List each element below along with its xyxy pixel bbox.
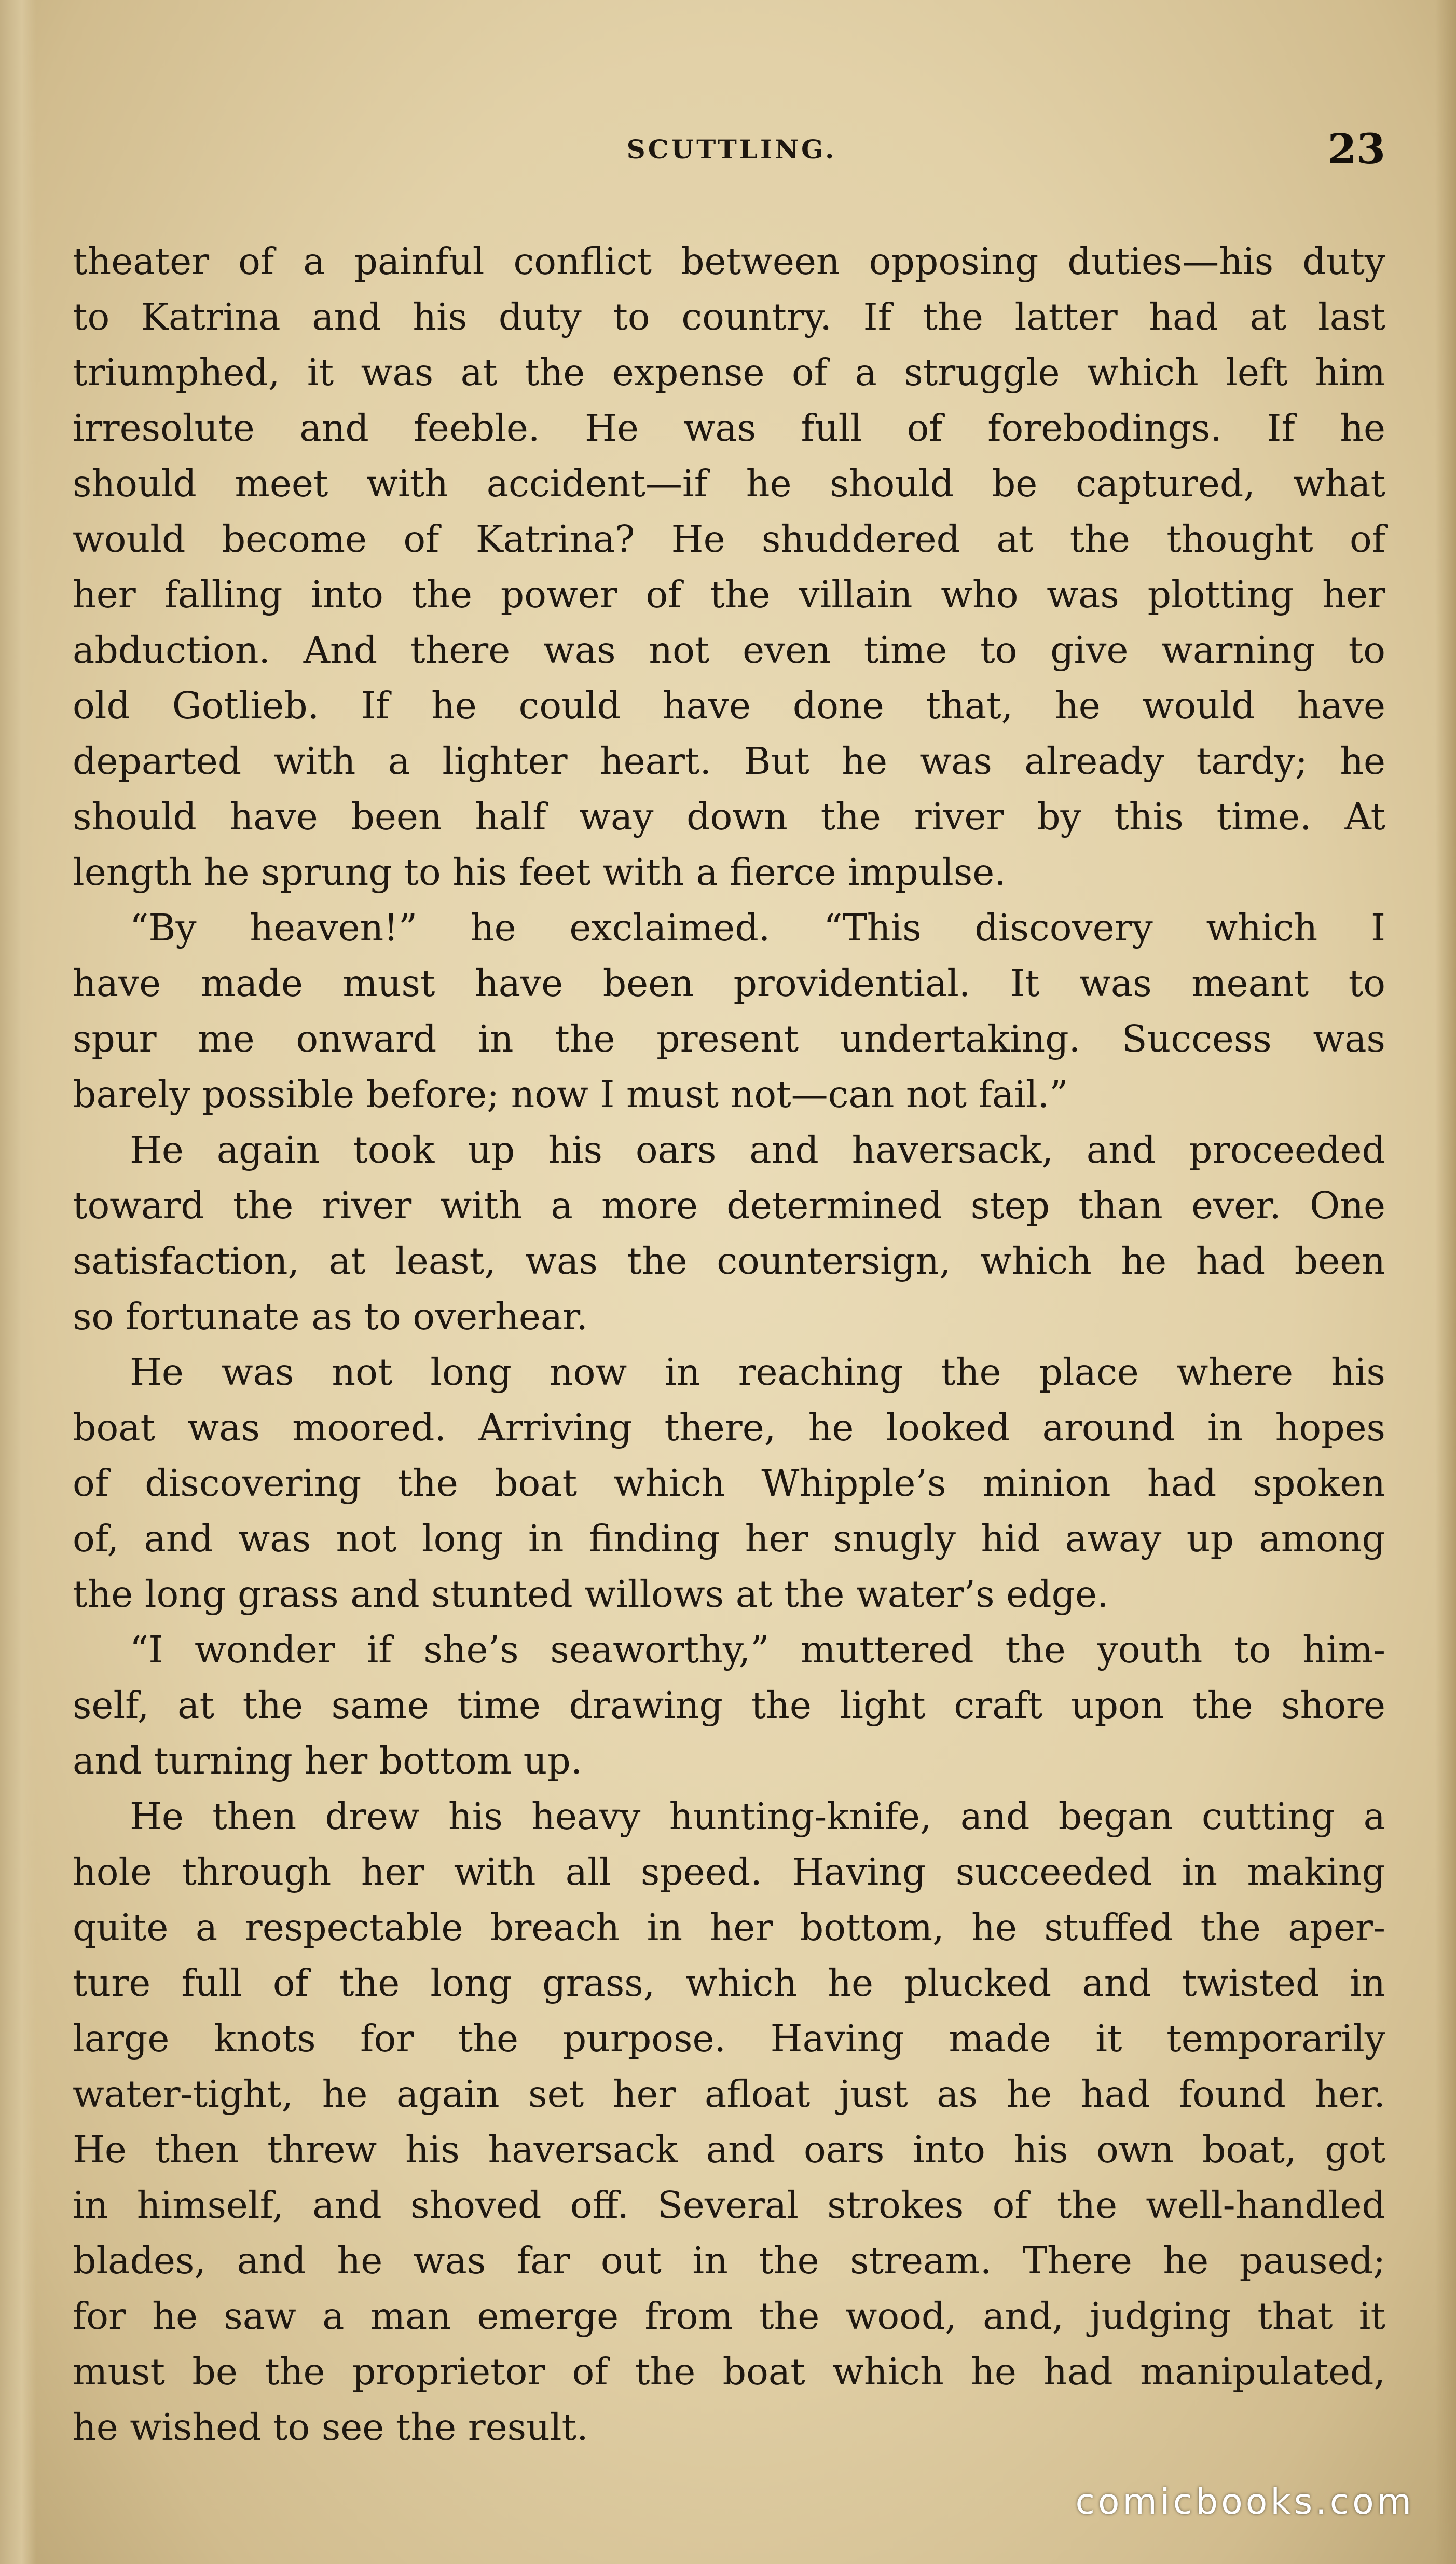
text-line: length he sprung to his feet with a fierce impulse. — [73, 851, 1006, 894]
text-line: “By heaven!” he exclaimed. “This discovery which I — [130, 906, 1385, 949]
page-header — [78, 125, 1385, 182]
text-line: would become of Katrina? He shuddered at the thought of — [73, 517, 1385, 561]
text-line: should have been half way down the river by this time. At — [73, 795, 1385, 838]
text-line: irresolute and feeble. He was full of forebodings. If he — [73, 406, 1385, 449]
page-number: 23 — [1327, 125, 1385, 173]
text-line: of, and was not long in finding her snugly hid away up among — [73, 1517, 1385, 1560]
text-line: so fortunate as to overhear. — [73, 1295, 588, 1338]
text-line: satisfaction, at least, was the countersign, which he had been — [73, 1239, 1385, 1283]
text-line: abduction. And there was not even time to give warning to — [73, 629, 1385, 672]
text-line: and turning her bottom up. — [73, 1739, 583, 1782]
paragraph — [73, 1344, 1385, 1622]
text-line: He then threw his haversack and oars into his own boat, got — [73, 2128, 1385, 2171]
text-line: boat was moored. Arriving there, he looked around in hopes — [73, 1406, 1385, 1449]
text-line: water-tight, he again set her afloat just as he had found her. — [73, 2072, 1385, 2116]
page-edge-shadow-left — [0, 0, 36, 2564]
text-line: in himself, and shoved off. Several strokes of the well-handled — [73, 2184, 1385, 2227]
text-line: her falling into the power of the villain who was plotting her — [73, 573, 1385, 616]
paragraph — [73, 900, 1385, 1122]
text-line: for he saw a man emerge from the wood, and, judging that it — [73, 2295, 1385, 2338]
text-line: have made must have been providential. It was meant to — [73, 962, 1385, 1005]
paragraph — [73, 1789, 1385, 2455]
text-line: must be the proprietor of the boat which he had manipulated, — [73, 2350, 1385, 2393]
text-line: He again took up his oars and haversack, and proceeded — [130, 1128, 1385, 1171]
text-line: quite a respectable breach in her bottom, he stuffed the aper- — [73, 1906, 1385, 1949]
text-line: self, at the same time drawing the light craft upon the shore — [73, 1684, 1385, 1727]
page-edge-shadow-right — [1435, 0, 1456, 2564]
text-line: “I wonder if she’s seaworthy,” muttered the youth to him- — [130, 1628, 1385, 1671]
paragraph — [73, 1122, 1385, 1344]
text-line: departed with a lighter heart. But he was already tardy; he — [73, 740, 1385, 783]
text-line: triumphed, it was at the expense of a struggle which left him — [73, 351, 1385, 394]
running-head: SCUTTLING. — [626, 134, 837, 165]
text-line: to Katrina and his duty to country. If the latter had at last — [73, 295, 1385, 338]
text-line: the long grass and stunted willows at the water’s edge. — [73, 1573, 1109, 1616]
text-line: He then drew his heavy hunting-knife, and began cutting a — [130, 1795, 1385, 1838]
text-line: should meet with accident—if he should be captured, what — [73, 462, 1385, 505]
text-line: theater of a painful conflict between opposing duties—his duty — [73, 240, 1385, 283]
text-line: spur me onward in the present undertaking. Success was — [73, 1017, 1385, 1060]
text-line: hole through her with all speed. Having succeeded in making — [73, 1850, 1385, 1893]
paragraph — [73, 234, 1385, 900]
text-line: large knots for the purpose. Having made it temporarily — [73, 2017, 1385, 2060]
body-text — [73, 234, 1385, 2455]
text-line: He was not long now in reaching the place where his — [130, 1351, 1385, 1394]
text-line: blades, and he was far out in the stream. There he paused; — [73, 2239, 1385, 2282]
watermark: comicbooks.com — [1075, 2481, 1414, 2522]
text-line: of discovering the boat which Whipple’s minion had spoken — [73, 1462, 1385, 1505]
text-line: he wished to see the result. — [73, 2406, 588, 2449]
text-line: toward the river with a more determined step than ever. One — [73, 1184, 1385, 1227]
paragraph — [73, 1622, 1385, 1789]
text-line: old Gotlieb. If he could have done that, he would have — [73, 684, 1385, 727]
text-line: barely possible before; now I must not—can not fail.” — [73, 1073, 1068, 1116]
text-line: ture full of the long grass, which he plucked and twisted in — [73, 1961, 1385, 2004]
